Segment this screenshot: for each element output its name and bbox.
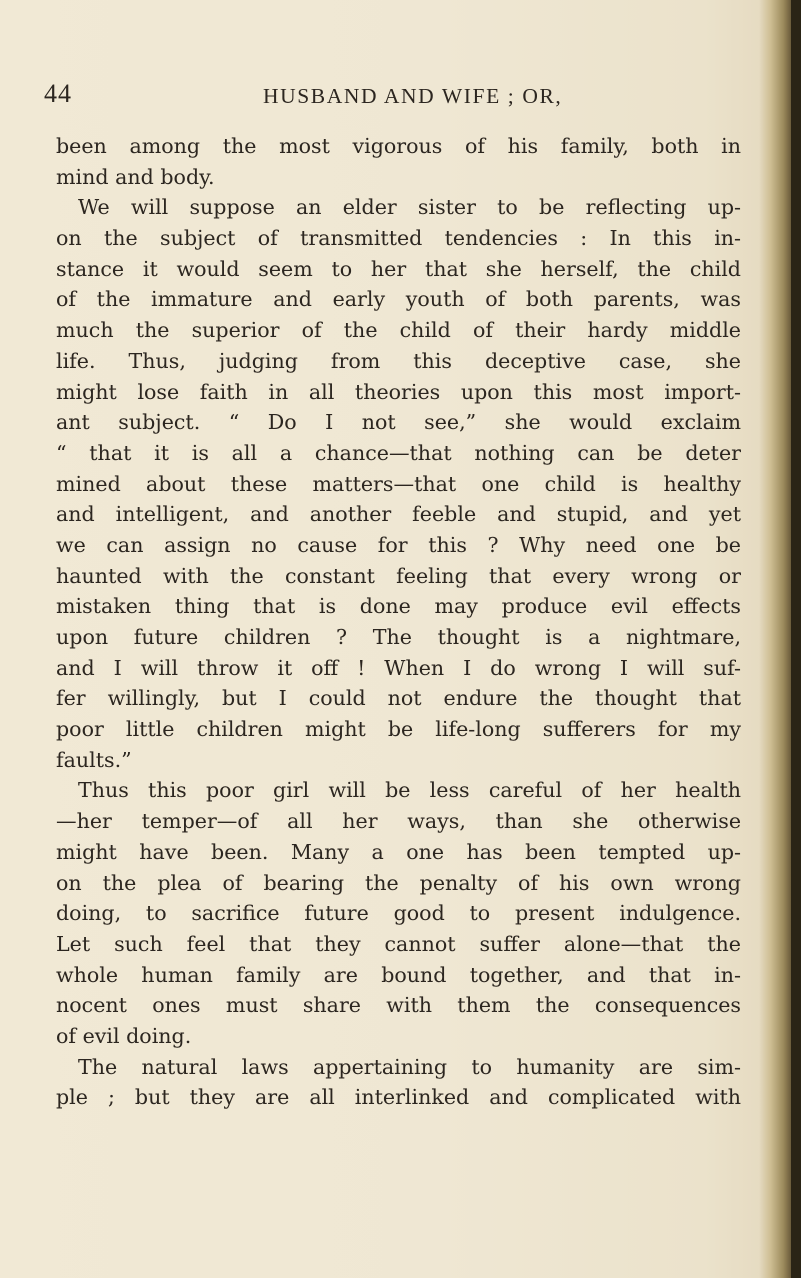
running-head: HUSBAND AND WIFE ; OR,	[263, 84, 563, 108]
text-line: mined about these matters—that one child is healthy	[56, 471, 741, 496]
text-line: on the subject of transmitted tendencies : In this in-	[56, 226, 741, 251]
text-line: We will suppose an elder sister to be reflecting up-	[78, 195, 741, 220]
text-line: Thus this poor girl will be less careful of her health	[78, 778, 741, 803]
text-line: The natural laws appertaining to humanity are sim-	[78, 1054, 741, 1079]
text-line: upon future children ? The thought is a nightmare,	[56, 625, 741, 649]
text-line: doing, to sacrifice future good to present indulgence.	[56, 901, 741, 926]
text-line: on the plea of bearing the penalty of his own wrong	[56, 870, 741, 895]
text-line: nocent ones must share with them the consequences	[56, 993, 741, 1018]
text-line: life. Thus, judging from this deceptive case, she	[56, 348, 741, 373]
text-line: we can assign no cause for this ? Why need one be	[56, 532, 741, 557]
text-line: ant subject. “ Do I not see,” she would exclaim	[56, 410, 741, 435]
text-line: —her temper—of all her ways, than she otherwise	[56, 809, 741, 834]
page-header	[44, 76, 744, 112]
text-line: of evil doing.	[56, 1023, 192, 1048]
text-line: of the immature and early youth of both parents, was	[56, 287, 741, 312]
text-line: faults.”	[56, 747, 132, 772]
text-line: Let such feel that they cannot suffer alone—that the	[56, 931, 741, 956]
text-line: poor little children might be life-long sufferers for my	[56, 717, 741, 742]
text-line: been among the most vigorous of his family, both in	[56, 134, 741, 158]
text-line: fer willingly, but I could not endure the thought that	[56, 686, 741, 711]
text-line: might lose faith in all theories upon this most import-	[56, 379, 741, 404]
text-line: whole human family are bound together, and that in-	[56, 962, 741, 987]
text-line: ple ; but they are all interlinked and complicated with	[56, 1085, 741, 1110]
text-line: much the superior of the child of their hardy middle	[56, 318, 741, 343]
text-line: stance it would seem to her that she herself, the child	[56, 256, 741, 281]
text-line: mind and body.	[56, 164, 215, 189]
text-line: and I will throw it off ! When I do wrong I will suf-	[56, 655, 741, 680]
page-edge-shadow	[791, 0, 801, 1278]
page-number: 44	[44, 79, 72, 108]
text-line: and intelligent, and another feeble and stupid, and yet	[56, 502, 741, 527]
text-line: might have been. Many a one has been tempted up-	[56, 839, 741, 864]
text-line: “ that it is all a chance—that nothing can be deter	[56, 440, 741, 465]
text-line: haunted with the constant feeling that every wrong or	[56, 563, 741, 588]
text-line: mistaken thing that is done may produce evil effects	[56, 594, 741, 619]
body-text	[56, 131, 741, 1113]
